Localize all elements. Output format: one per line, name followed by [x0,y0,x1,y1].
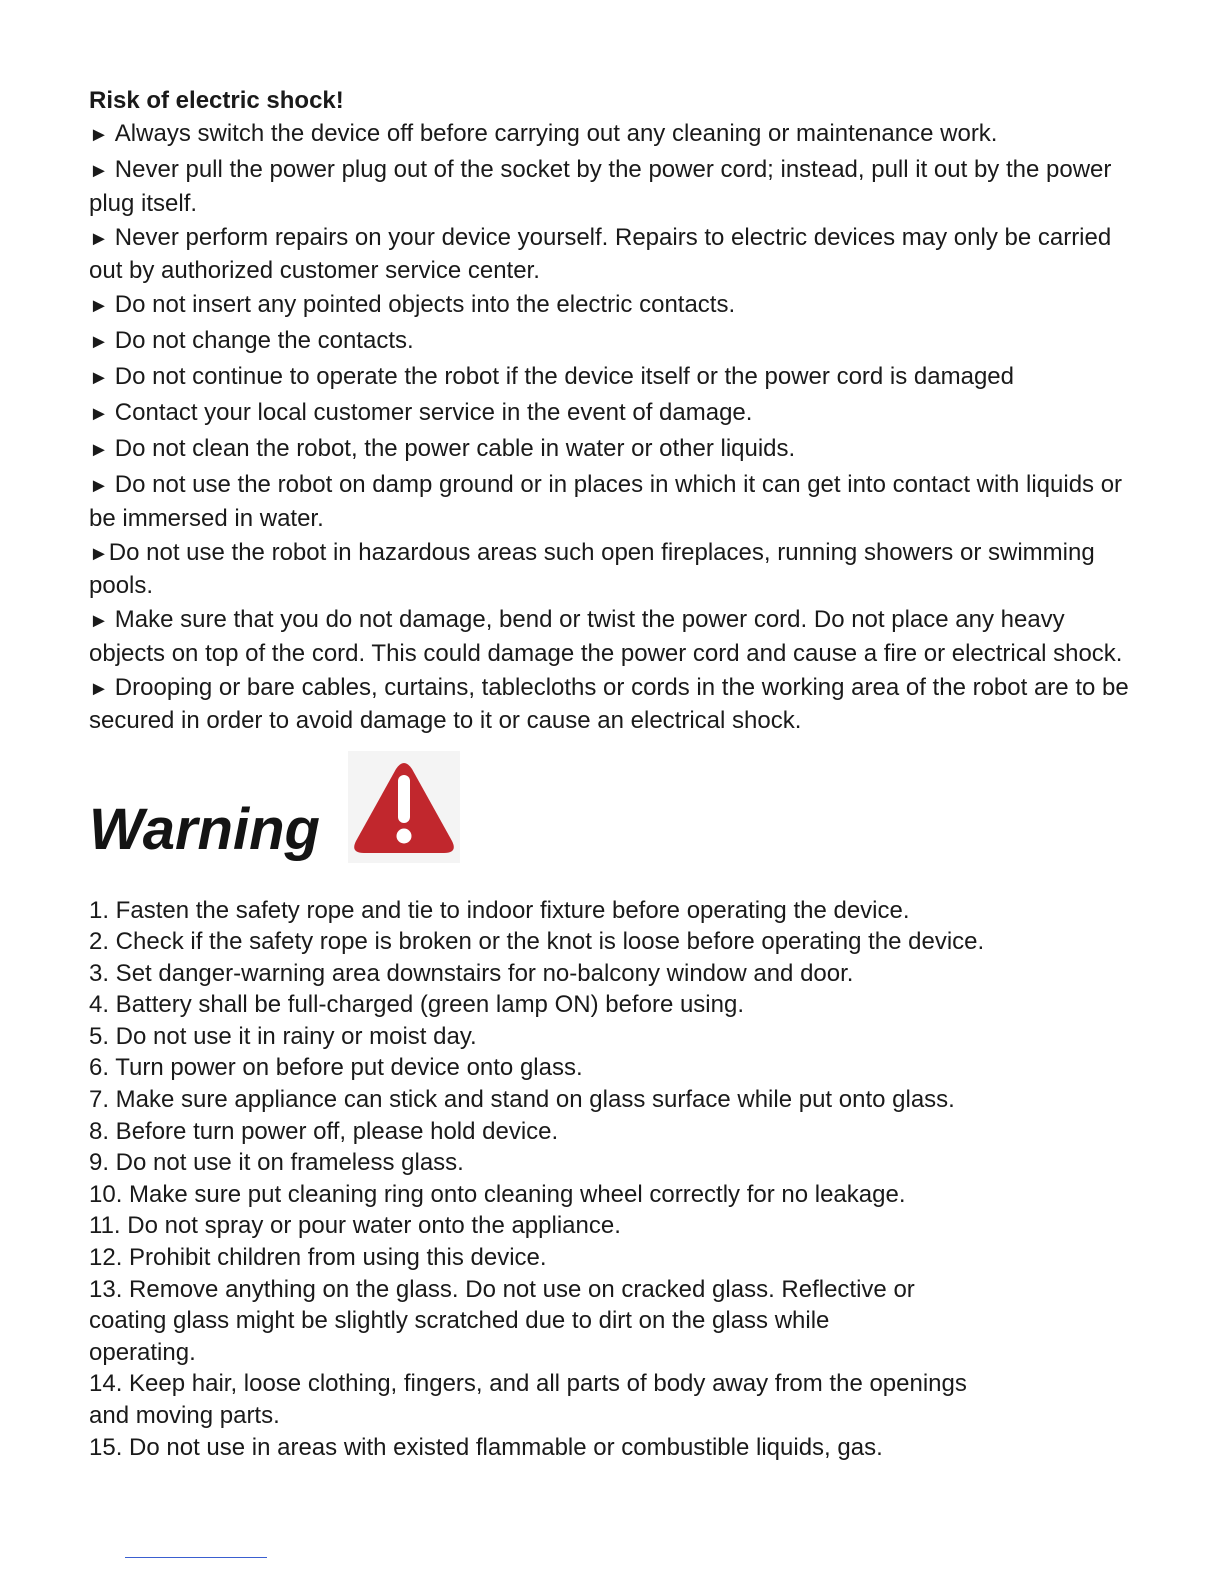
bullet-arrow-icon: ► [89,610,109,632]
bullet-arrow-icon: ► [89,677,109,700]
warning-header [89,751,1129,891]
bullet-arrow-icon: ► [89,124,109,146]
list-item: 8. Before turn power off, please hold device. [89,1117,559,1145]
shock-bullet-list [89,118,1129,737]
list-item: coating glass might be slightly scratched due to dirt on the glass while [89,1307,830,1335]
list-item: 5. Do not use it in rainy or moist day. [89,1022,477,1050]
footer-rule [125,1557,267,1558]
list-item: ►Do not use the robot in hazardous areas such open fireplaces, running showers or swimming pools. [89,538,1095,599]
list-item: 10. Make sure put cleaning ring onto cleaning wheel correctly for no leakage. [89,1180,906,1208]
list-item: ► Never pull the power plug out of the socket by the power cord; instead, pull it out by the power plug itself. [89,156,1112,217]
shock-section-title: Risk of electric shock! [89,87,344,114]
list-item: 15. Do not use in areas with existed flammable or combustible liquids, gas. [89,1433,883,1461]
warning-heading: Warning [89,796,320,862]
list-item: and moving parts. [89,1402,280,1429]
bullet-arrow-icon: ► [89,160,109,182]
bullet-arrow-icon: ► [89,227,109,250]
bullet-arrow-icon: ► [89,439,109,461]
list-item: ► Do not use the robot on damp ground or in places in which it can get into contact with liquids or be immersed in water. [89,471,1123,532]
list-item: operating. [89,1338,196,1366]
list-item: 1. Fasten the safety rope and tie to indoor fixture before operating the device. [89,896,910,924]
list-item: ► Never perform repairs on your device yourself. Repairs to electric devices may only be carried out by authorized customer service center. [89,223,1112,284]
list-item: ► Do not change the contacts. [89,327,414,354]
warning-numbered-list [89,895,1129,1464]
list-item: 6. Turn power on before put device onto glass. [89,1054,583,1082]
list-item: ► Do not clean the robot, the power cable in water or other liquids. [89,435,796,462]
bullet-arrow-icon: ► [89,331,109,353]
list-item: ► Drooping or bare cables, curtains, tablecloths or cords in the working area of the robot are to be secured in order to avoid damage to it or cause an electrical shock. [89,673,1129,734]
bullet-arrow-icon: ► [89,542,109,565]
list-item: 11. Do not spray or pour water onto the appliance. [89,1212,621,1240]
list-item: ► Contact your local customer service in the event of damage. [89,399,753,426]
document-page [89,84,1129,1463]
list-item: 14. Keep hair, loose clothing, fingers, and all parts of body away from the openings [89,1370,967,1398]
list-item: 7. Make sure appliance can stick and stand on glass surface while put onto glass. [89,1086,955,1114]
warning-triangle-graphic [348,751,460,863]
list-item: 12. Prohibit children from using this device. [89,1244,547,1272]
bullet-arrow-icon: ► [89,403,109,425]
bullet-arrow-icon: ► [89,367,109,389]
bullet-arrow-icon: ► [89,295,109,317]
list-item: ► Make sure that you do not damage, bend or twist the power cord. Do not place any heavy objects on top of the cord. This could damage the power cord and cause a fire or electrical shock. [89,606,1123,667]
list-item: ► Always switch the device off before carrying out any cleaning or maintenance work. [89,120,998,147]
list-item: 3. Set danger-warning area downstairs for no-balcony window and door. [89,959,854,987]
bullet-arrow-icon: ► [89,475,109,497]
list-item: 9. Do not use it on frameless glass. [89,1149,464,1177]
list-item: 4. Battery shall be full-charged (green lamp ON) before using. [89,991,744,1019]
list-item: ► Do not continue to operate the robot if the device itself or the power cord is damaged [89,363,1014,390]
warning-triangle-icon [348,751,460,863]
list-item: 13. Remove anything on the glass. Do not use on cracked glass. Reflective or [89,1275,915,1303]
list-item: 2. Check if the safety rope is broken or the knot is loose before operating the device. [89,928,985,956]
list-item: ► Do not insert any pointed objects into the electric contacts. [89,291,736,318]
